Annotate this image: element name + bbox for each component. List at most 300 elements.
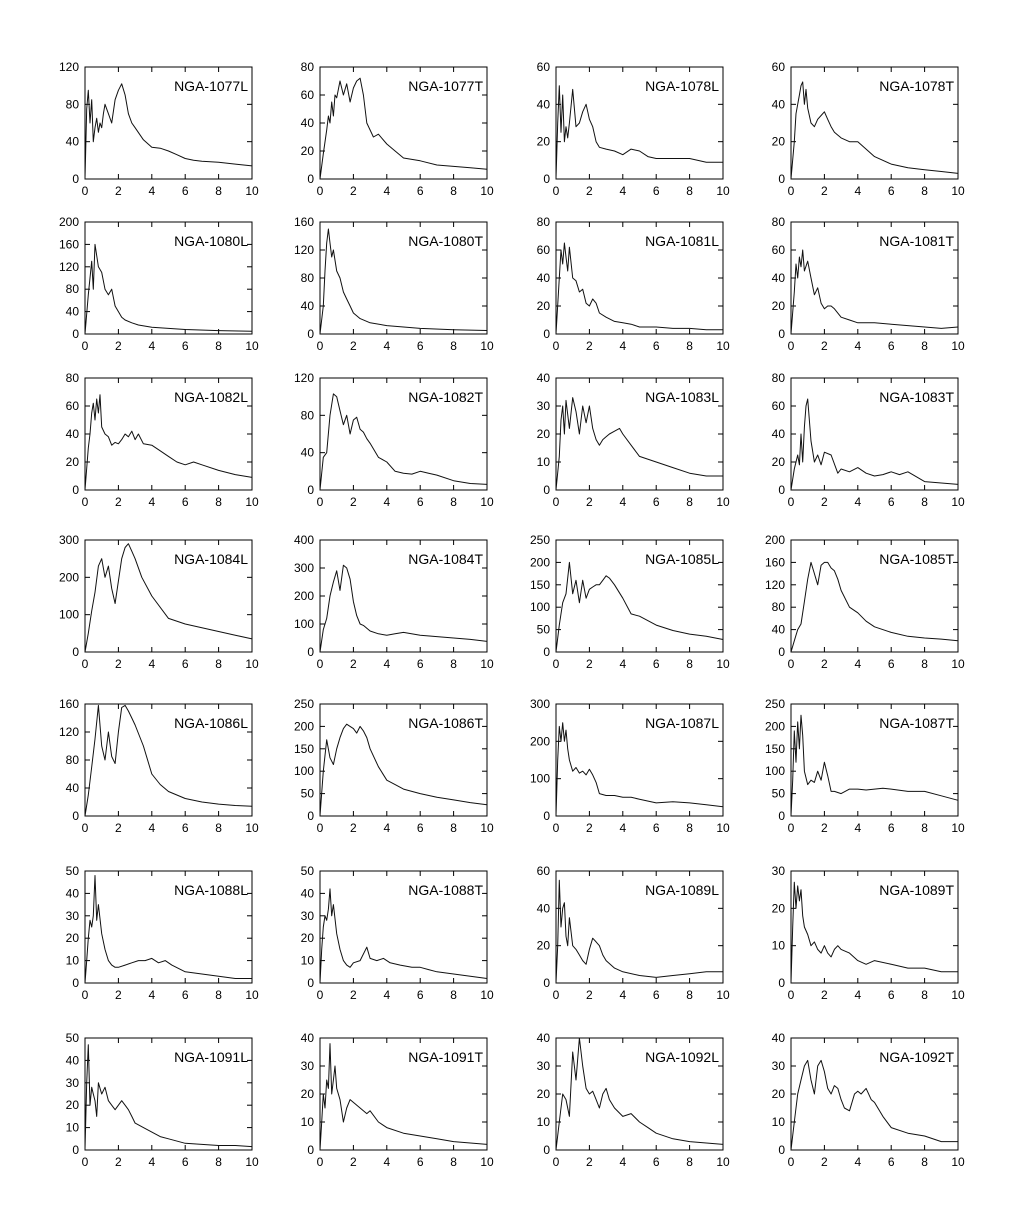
x-tick-label: 6 bbox=[652, 657, 660, 671]
x-tick-label: 10 bbox=[716, 988, 730, 1002]
y-tick-label: 100 bbox=[293, 764, 314, 779]
y-tick-label: 40 bbox=[536, 901, 550, 916]
x-tick-label: 0 bbox=[316, 657, 324, 671]
x-tick-label: 4 bbox=[854, 657, 862, 671]
x-tick-label: 8 bbox=[215, 339, 222, 353]
x-tick-label: 2 bbox=[821, 495, 828, 509]
x-tick-label: 10 bbox=[245, 184, 259, 198]
panel-title: NGA-1077T bbox=[408, 78, 483, 94]
y-tick-label: 150 bbox=[529, 577, 550, 592]
series-line bbox=[320, 724, 487, 816]
series-line bbox=[791, 399, 958, 490]
series-line bbox=[791, 1060, 958, 1150]
x-tick-label: 0 bbox=[81, 184, 89, 198]
y-tick-label: 0 bbox=[72, 1143, 79, 1157]
x-tick-label: 2 bbox=[586, 339, 593, 353]
x-tick-label: 8 bbox=[921, 184, 928, 198]
y-tick-label: 80 bbox=[65, 753, 79, 767]
panel-title: NGA-1087T bbox=[879, 715, 954, 731]
x-tick-label: 2 bbox=[586, 1155, 593, 1169]
x-tick-label: 2 bbox=[821, 821, 828, 835]
panel-title: NGA-1088L bbox=[174, 882, 248, 898]
panel-title: NGA-1082T bbox=[408, 389, 483, 405]
x-tick-label: 8 bbox=[215, 495, 222, 509]
y-tick-label: 20 bbox=[536, 1087, 550, 1101]
x-tick-label: 0 bbox=[552, 821, 560, 835]
x-tick-label: 6 bbox=[181, 821, 189, 835]
y-tick-label: 40 bbox=[536, 371, 550, 385]
y-tick-label: 40 bbox=[300, 445, 314, 460]
x-tick-label: 8 bbox=[921, 339, 928, 353]
x-tick-label: 8 bbox=[450, 339, 457, 353]
x-tick-label: 10 bbox=[951, 821, 965, 835]
x-tick-label: 4 bbox=[383, 495, 391, 509]
series-line bbox=[556, 243, 723, 334]
y-tick-label: 200 bbox=[58, 215, 79, 229]
y-tick-label: 60 bbox=[536, 864, 550, 878]
x-tick-label: 2 bbox=[586, 495, 593, 509]
panel-title: NGA-1082L bbox=[174, 389, 248, 405]
panel-title: NGA-1081T bbox=[879, 233, 954, 249]
y-tick-label: 200 bbox=[293, 719, 314, 734]
x-tick-label: 0 bbox=[81, 339, 89, 353]
y-tick-label: 0 bbox=[307, 976, 314, 990]
y-tick-label: 40 bbox=[771, 97, 785, 112]
x-tick-label: 0 bbox=[787, 988, 795, 1002]
panel-title: NGA-1078T bbox=[879, 78, 954, 94]
x-tick-label: 6 bbox=[652, 988, 660, 1002]
chart-panel-nga-1083l bbox=[537, 371, 730, 509]
x-tick-label: 10 bbox=[716, 821, 730, 835]
y-tick-label: 40 bbox=[65, 781, 79, 795]
y-tick-label: 40 bbox=[536, 97, 550, 112]
y-tick-label: 0 bbox=[543, 172, 550, 186]
y-tick-label: 0 bbox=[543, 327, 550, 341]
y-tick-label: 120 bbox=[58, 60, 79, 74]
y-tick-label: 20 bbox=[771, 134, 785, 149]
series-line bbox=[556, 86, 723, 179]
x-tick-label: 4 bbox=[148, 657, 156, 671]
x-tick-label: 10 bbox=[951, 988, 965, 1002]
chart-panel-nga-1078t bbox=[772, 60, 965, 198]
x-tick-label: 2 bbox=[350, 495, 357, 509]
chart-panel-nga-1087t bbox=[765, 697, 965, 835]
y-tick-label: 0 bbox=[307, 1143, 314, 1157]
x-tick-label: 8 bbox=[215, 657, 222, 671]
y-tick-label: 10 bbox=[300, 1115, 314, 1129]
x-tick-label: 2 bbox=[115, 821, 122, 835]
x-tick-label: 6 bbox=[416, 988, 424, 1002]
y-tick-label: 0 bbox=[72, 327, 79, 341]
x-tick-label: 4 bbox=[148, 495, 156, 509]
y-tick-label: 160 bbox=[764, 555, 785, 570]
x-tick-label: 4 bbox=[854, 988, 862, 1002]
y-tick-label: 40 bbox=[300, 299, 314, 313]
x-tick-label: 10 bbox=[480, 821, 494, 835]
panel-title: NGA-1083L bbox=[645, 389, 719, 405]
x-tick-label: 2 bbox=[586, 821, 593, 835]
x-tick-label: 0 bbox=[787, 821, 795, 835]
y-tick-label: 20 bbox=[771, 299, 785, 313]
y-tick-label: 0 bbox=[307, 483, 314, 497]
series-line bbox=[85, 395, 252, 490]
x-tick-label: 10 bbox=[245, 1155, 259, 1169]
x-tick-label: 4 bbox=[148, 821, 156, 835]
y-tick-label: 50 bbox=[65, 864, 79, 878]
y-tick-label: 40 bbox=[300, 886, 314, 901]
y-tick-label: 30 bbox=[536, 1059, 550, 1073]
y-tick-label: 0 bbox=[778, 976, 785, 990]
x-tick-label: 4 bbox=[383, 184, 391, 198]
x-tick-label: 2 bbox=[115, 988, 122, 1002]
x-tick-label: 6 bbox=[652, 821, 660, 835]
chart-panel-nga-1080l bbox=[59, 215, 259, 353]
x-tick-label: 4 bbox=[619, 988, 627, 1002]
y-tick-label: 200 bbox=[58, 570, 79, 585]
x-tick-label: 0 bbox=[787, 1155, 795, 1169]
y-tick-label: 40 bbox=[536, 1031, 550, 1045]
x-tick-label: 6 bbox=[416, 184, 424, 198]
chart-panel-nga-1088t bbox=[301, 864, 494, 1002]
x-tick-label: 6 bbox=[416, 1155, 424, 1169]
y-tick-label: 60 bbox=[771, 399, 785, 413]
x-tick-label: 8 bbox=[686, 495, 693, 509]
y-tick-label: 0 bbox=[543, 483, 550, 497]
x-tick-label: 0 bbox=[552, 657, 560, 671]
y-tick-label: 250 bbox=[529, 533, 550, 547]
panel-title: NGA-1080T bbox=[408, 233, 483, 249]
y-tick-label: 50 bbox=[771, 786, 785, 801]
x-tick-label: 2 bbox=[115, 339, 122, 353]
x-tick-label: 6 bbox=[416, 657, 424, 671]
x-tick-label: 6 bbox=[887, 339, 895, 353]
x-tick-label: 8 bbox=[686, 988, 693, 1002]
x-tick-label: 2 bbox=[586, 988, 593, 1002]
chart-panel-nga-1088l bbox=[66, 864, 259, 1002]
x-tick-label: 2 bbox=[350, 988, 357, 1002]
x-tick-label: 4 bbox=[619, 821, 627, 835]
panel-title: NGA-1092T bbox=[879, 1049, 954, 1065]
x-tick-label: 0 bbox=[787, 184, 795, 198]
series-line bbox=[556, 723, 723, 816]
x-tick-label: 8 bbox=[686, 1155, 693, 1169]
x-tick-label: 2 bbox=[350, 821, 357, 835]
x-tick-label: 2 bbox=[350, 339, 357, 353]
y-tick-label: 20 bbox=[300, 931, 314, 946]
x-tick-label: 2 bbox=[821, 657, 828, 671]
x-tick-label: 6 bbox=[181, 184, 189, 198]
x-tick-label: 6 bbox=[652, 495, 660, 509]
y-tick-label: 10 bbox=[771, 1115, 785, 1129]
panel-title: NGA-1089T bbox=[879, 882, 954, 898]
panel-title: NGA-1078L bbox=[645, 78, 719, 94]
y-tick-label: 20 bbox=[771, 901, 785, 916]
y-tick-label: 30 bbox=[65, 1075, 79, 1090]
y-tick-label: 10 bbox=[65, 1120, 79, 1135]
x-tick-label: 2 bbox=[115, 184, 122, 198]
x-tick-label: 8 bbox=[215, 988, 222, 1002]
x-tick-label: 4 bbox=[148, 988, 156, 1002]
x-tick-label: 4 bbox=[148, 1155, 156, 1169]
panel-title: NGA-1077L bbox=[174, 78, 248, 94]
x-tick-label: 10 bbox=[716, 1155, 730, 1169]
y-tick-label: 0 bbox=[72, 172, 79, 186]
y-tick-label: 20 bbox=[65, 931, 79, 946]
chart-panel-nga-1091t bbox=[301, 1031, 494, 1169]
x-tick-label: 8 bbox=[686, 339, 693, 353]
x-tick-label: 10 bbox=[716, 657, 730, 671]
x-tick-label: 10 bbox=[951, 339, 965, 353]
y-tick-label: 0 bbox=[307, 172, 314, 186]
chart-panel-nga-1083t bbox=[772, 371, 965, 509]
y-tick-label: 100 bbox=[764, 764, 785, 779]
x-tick-label: 2 bbox=[350, 1155, 357, 1169]
x-tick-label: 6 bbox=[416, 495, 424, 509]
x-tick-label: 0 bbox=[787, 657, 795, 671]
x-tick-label: 8 bbox=[921, 821, 928, 835]
y-tick-label: 40 bbox=[771, 1031, 785, 1045]
y-tick-label: 20 bbox=[536, 938, 550, 953]
chart-panel-nga-1087l bbox=[530, 697, 730, 835]
y-tick-label: 300 bbox=[58, 533, 79, 547]
y-tick-label: 20 bbox=[771, 455, 785, 469]
y-tick-label: 0 bbox=[543, 645, 550, 659]
x-tick-label: 10 bbox=[716, 184, 730, 198]
y-tick-label: 10 bbox=[771, 938, 785, 953]
y-tick-label: 160 bbox=[58, 237, 79, 252]
x-tick-label: 2 bbox=[821, 339, 828, 353]
chart-panel-nga-1084t bbox=[294, 533, 494, 671]
y-tick-label: 400 bbox=[293, 533, 314, 547]
y-tick-label: 20 bbox=[300, 1087, 314, 1101]
y-tick-label: 80 bbox=[65, 371, 79, 385]
x-tick-label: 8 bbox=[215, 184, 222, 198]
y-tick-label: 30 bbox=[771, 1059, 785, 1073]
x-tick-label: 8 bbox=[686, 821, 693, 835]
y-tick-label: 80 bbox=[771, 371, 785, 385]
chart-panel-nga-1085l bbox=[530, 533, 730, 671]
y-tick-label: 10 bbox=[300, 953, 314, 968]
x-tick-label: 2 bbox=[115, 1155, 122, 1169]
series-line bbox=[791, 250, 958, 334]
x-tick-label: 0 bbox=[316, 821, 324, 835]
x-tick-label: 4 bbox=[854, 184, 862, 198]
chart-panel-nga-1085t bbox=[765, 533, 965, 671]
y-tick-label: 50 bbox=[65, 1031, 79, 1045]
panel-title: NGA-1080L bbox=[174, 233, 248, 249]
y-tick-label: 120 bbox=[58, 259, 79, 274]
x-tick-label: 8 bbox=[686, 657, 693, 671]
y-tick-label: 80 bbox=[536, 215, 550, 229]
x-tick-label: 4 bbox=[854, 1155, 862, 1169]
series-line bbox=[85, 244, 252, 334]
y-tick-label: 30 bbox=[536, 399, 550, 413]
x-tick-label: 2 bbox=[115, 657, 122, 671]
y-tick-label: 30 bbox=[300, 1059, 314, 1073]
y-tick-label: 40 bbox=[65, 134, 79, 149]
x-tick-label: 6 bbox=[181, 495, 189, 509]
y-tick-label: 0 bbox=[307, 327, 314, 341]
x-tick-label: 2 bbox=[821, 1155, 828, 1169]
x-tick-label: 10 bbox=[245, 339, 259, 353]
x-tick-label: 10 bbox=[480, 495, 494, 509]
series-line bbox=[791, 82, 958, 179]
series-line bbox=[556, 562, 723, 652]
y-tick-label: 40 bbox=[300, 116, 314, 130]
y-tick-label: 40 bbox=[771, 427, 785, 441]
x-tick-label: 4 bbox=[619, 1155, 627, 1169]
x-tick-label: 8 bbox=[686, 184, 693, 198]
x-tick-label: 4 bbox=[619, 495, 627, 509]
y-tick-label: 120 bbox=[293, 371, 314, 385]
y-tick-label: 60 bbox=[771, 60, 785, 74]
series-line bbox=[320, 889, 487, 983]
y-tick-label: 40 bbox=[771, 271, 785, 285]
y-tick-label: 0 bbox=[72, 976, 79, 990]
x-tick-label: 8 bbox=[921, 988, 928, 1002]
y-tick-label: 40 bbox=[65, 304, 79, 319]
y-tick-label: 300 bbox=[529, 697, 550, 711]
y-tick-label: 200 bbox=[764, 719, 785, 734]
x-tick-label: 10 bbox=[951, 1155, 965, 1169]
x-tick-label: 8 bbox=[450, 657, 457, 671]
series-line bbox=[85, 84, 252, 179]
panel-title: NGA-1087L bbox=[645, 715, 719, 731]
x-tick-label: 4 bbox=[854, 821, 862, 835]
y-tick-label: 10 bbox=[536, 455, 550, 469]
panel-title: NGA-1092L bbox=[645, 1049, 719, 1065]
x-tick-label: 4 bbox=[383, 821, 391, 835]
x-tick-label: 0 bbox=[316, 184, 324, 198]
y-tick-label: 200 bbox=[293, 589, 314, 603]
x-tick-label: 10 bbox=[480, 988, 494, 1002]
panel-title: NGA-1088T bbox=[408, 882, 483, 898]
y-tick-label: 0 bbox=[307, 809, 314, 823]
x-tick-label: 10 bbox=[480, 339, 494, 353]
y-tick-label: 0 bbox=[778, 483, 785, 497]
x-tick-label: 10 bbox=[245, 821, 259, 835]
x-tick-label: 10 bbox=[480, 657, 494, 671]
x-tick-label: 6 bbox=[652, 339, 660, 353]
x-tick-label: 6 bbox=[181, 1155, 189, 1169]
x-tick-label: 6 bbox=[887, 184, 895, 198]
y-tick-label: 120 bbox=[293, 243, 314, 257]
x-tick-label: 0 bbox=[81, 821, 89, 835]
y-tick-label: 20 bbox=[771, 1087, 785, 1101]
x-tick-label: 6 bbox=[887, 657, 895, 671]
y-tick-label: 20 bbox=[65, 455, 79, 469]
y-tick-label: 20 bbox=[536, 134, 550, 149]
x-tick-label: 6 bbox=[416, 339, 424, 353]
y-tick-label: 200 bbox=[529, 734, 550, 749]
x-tick-label: 6 bbox=[887, 495, 895, 509]
panel-title: NGA-1086T bbox=[408, 715, 483, 731]
chart-panel-nga-1078l bbox=[537, 60, 730, 198]
x-tick-label: 10 bbox=[716, 495, 730, 509]
chart-panel-nga-1077l bbox=[59, 60, 259, 198]
panel-title: NGA-1091L bbox=[174, 1049, 248, 1065]
x-tick-label: 4 bbox=[383, 339, 391, 353]
y-tick-label: 60 bbox=[300, 88, 314, 102]
chart-panel-nga-1092l bbox=[537, 1031, 730, 1169]
y-tick-label: 40 bbox=[65, 886, 79, 901]
series-line bbox=[556, 398, 723, 490]
y-tick-label: 0 bbox=[543, 1143, 550, 1157]
y-tick-label: 100 bbox=[529, 771, 550, 786]
x-tick-label: 0 bbox=[316, 339, 324, 353]
y-tick-label: 80 bbox=[65, 97, 79, 112]
x-tick-label: 2 bbox=[586, 184, 593, 198]
panel-title: NGA-1084L bbox=[174, 551, 248, 567]
x-tick-label: 6 bbox=[652, 184, 660, 198]
y-tick-label: 80 bbox=[65, 282, 79, 297]
y-tick-label: 160 bbox=[293, 215, 314, 229]
y-tick-label: 20 bbox=[536, 299, 550, 313]
y-tick-label: 40 bbox=[536, 271, 550, 285]
series-line bbox=[791, 562, 958, 652]
y-tick-label: 40 bbox=[65, 427, 79, 441]
x-tick-label: 0 bbox=[552, 988, 560, 1002]
x-tick-label: 2 bbox=[821, 988, 828, 1002]
y-tick-label: 60 bbox=[536, 243, 550, 257]
x-tick-label: 10 bbox=[716, 339, 730, 353]
panel-title: NGA-1081L bbox=[645, 233, 719, 249]
chart-panel-nga-1086t bbox=[294, 697, 494, 835]
y-tick-label: 0 bbox=[307, 645, 314, 659]
chart-panel-nga-1092t bbox=[772, 1031, 965, 1169]
x-tick-label: 4 bbox=[383, 657, 391, 671]
panel-title: NGA-1083T bbox=[879, 389, 954, 405]
x-tick-label: 0 bbox=[81, 988, 89, 1002]
y-tick-label: 150 bbox=[293, 741, 314, 756]
chart-panel-nga-1082l bbox=[66, 371, 259, 509]
panel-title: NGA-1091T bbox=[408, 1049, 483, 1065]
y-tick-label: 20 bbox=[536, 427, 550, 441]
y-tick-label: 40 bbox=[300, 1031, 314, 1045]
x-tick-label: 4 bbox=[619, 657, 627, 671]
y-tick-label: 60 bbox=[771, 243, 785, 257]
y-tick-label: 10 bbox=[536, 1115, 550, 1129]
x-tick-label: 4 bbox=[148, 184, 156, 198]
x-tick-label: 10 bbox=[951, 495, 965, 509]
y-tick-label: 0 bbox=[778, 172, 785, 186]
x-tick-label: 6 bbox=[887, 1155, 895, 1169]
x-tick-label: 10 bbox=[245, 495, 259, 509]
chart-panel-nga-1086l bbox=[59, 697, 259, 835]
y-tick-label: 30 bbox=[771, 864, 785, 878]
x-tick-label: 2 bbox=[821, 184, 828, 198]
x-tick-label: 10 bbox=[951, 657, 965, 671]
x-tick-label: 2 bbox=[115, 495, 122, 509]
x-tick-label: 8 bbox=[450, 821, 457, 835]
x-tick-label: 4 bbox=[854, 339, 862, 353]
x-tick-label: 0 bbox=[81, 1155, 89, 1169]
x-tick-label: 0 bbox=[316, 988, 324, 1002]
y-tick-label: 0 bbox=[778, 327, 785, 341]
x-tick-label: 10 bbox=[480, 184, 494, 198]
y-tick-label: 30 bbox=[300, 908, 314, 923]
x-tick-label: 0 bbox=[316, 1155, 324, 1169]
chart-panel-nga-1077t bbox=[301, 60, 494, 198]
y-tick-label: 10 bbox=[65, 953, 79, 968]
y-tick-label: 30 bbox=[65, 908, 79, 923]
x-tick-label: 8 bbox=[921, 1155, 928, 1169]
chart-panel-nga-1089t bbox=[772, 864, 965, 1002]
x-tick-label: 6 bbox=[181, 657, 189, 671]
x-tick-label: 4 bbox=[383, 1155, 391, 1169]
x-tick-label: 0 bbox=[316, 495, 324, 509]
x-tick-label: 0 bbox=[787, 339, 795, 353]
